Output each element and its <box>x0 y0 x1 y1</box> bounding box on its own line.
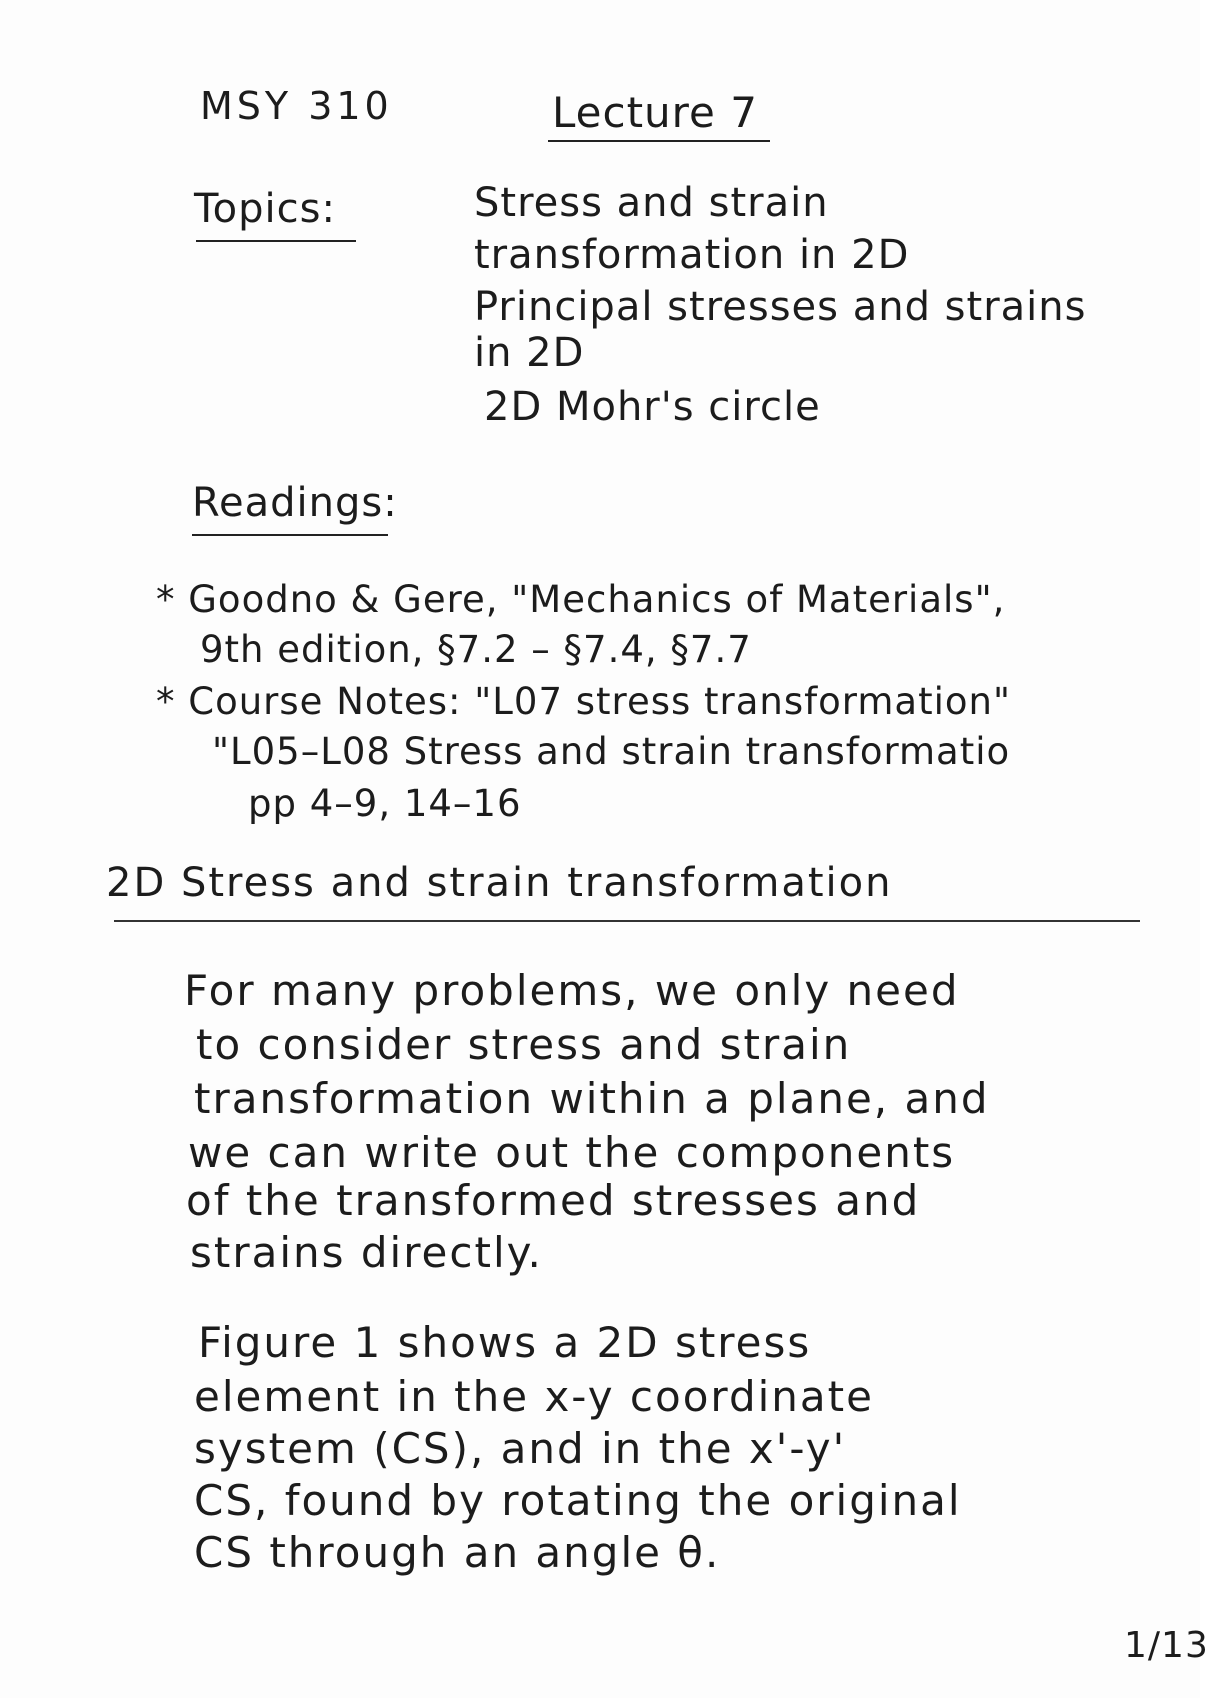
paragraph-line: of the transformed stresses and <box>186 1176 921 1225</box>
topic-line: transformation in 2D <box>474 232 910 278</box>
reading-line: pp 4–9, 14–16 <box>248 782 522 825</box>
topic-line: in 2D <box>474 330 585 376</box>
topic-line: 2D Mohr's circle <box>484 384 821 430</box>
course-code: MSY 310 <box>200 84 393 128</box>
readings-label-underline <box>192 534 388 536</box>
topic-line: Principal stresses and strains <box>474 284 1087 330</box>
paragraph-line: For many problems, we only need <box>184 966 960 1015</box>
reading-line: "L05–L08 Stress and strain transformatio <box>212 730 1011 773</box>
paragraph-line: to consider stress and strain <box>196 1020 852 1069</box>
paragraph-line: system (CS), and in the x'-y' <box>194 1424 847 1473</box>
reading-line: * Course Notes: "L07 stress transformation" <box>156 680 1011 723</box>
section-heading: 2D Stress and strain transformation <box>106 860 893 906</box>
lecture-title-underline <box>548 140 770 142</box>
readings-label: Readings: <box>192 480 398 526</box>
paragraph-line: we can write out the components <box>188 1128 956 1177</box>
paragraph-line: element in the x-y coordinate <box>194 1372 874 1421</box>
paragraph-line: CS, found by rotating the original <box>194 1476 962 1525</box>
page-number: 1/13 <box>1124 1625 1209 1666</box>
paragraph-line: strains directly. <box>190 1228 543 1277</box>
paragraph-line: Figure 1 shows a 2D stress <box>198 1318 812 1367</box>
topics-label-underline <box>196 240 356 242</box>
reading-line: * Goodno & Gere, "Mechanics of Materials", <box>156 578 1006 621</box>
lecture-title: Lecture 7 <box>552 88 758 137</box>
topic-line: Stress and strain <box>474 180 829 226</box>
reading-line: 9th edition, §7.2 – §7.4, §7.7 <box>200 628 752 671</box>
paragraph-line: transformation within a plane, and <box>194 1074 990 1123</box>
section-rule <box>114 920 1140 922</box>
topics-label: Topics: <box>194 186 336 232</box>
paragraph-line: CS through an angle θ. <box>194 1528 721 1577</box>
